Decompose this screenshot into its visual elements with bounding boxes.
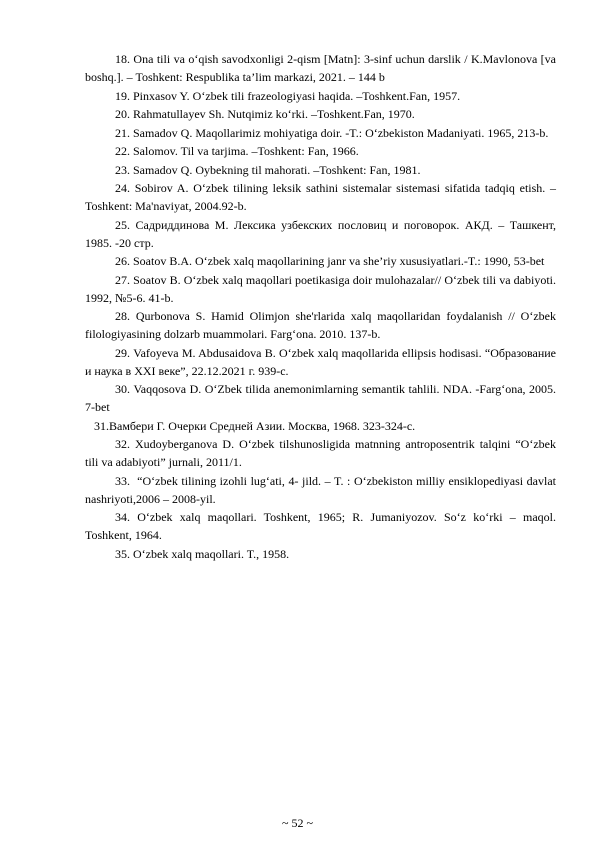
reference-item	[85, 124, 556, 142]
reference-number: 20.	[115, 107, 130, 121]
reference-text: Samadov Q. Maqollarimiz mohiyatiga doir. -T.: O‘zbekiston Madaniyati. 1965, 213-b.	[133, 125, 549, 140]
reference-item	[85, 435, 556, 471]
reference-number: 25.	[115, 217, 130, 232]
reference-item	[85, 87, 556, 105]
reference-item	[85, 307, 556, 343]
reference-number: 22.	[115, 144, 130, 158]
reference-item	[85, 142, 556, 160]
reference-item	[85, 380, 556, 416]
reference-item	[85, 252, 556, 270]
reference-item	[85, 105, 556, 123]
reference-number: 23.	[115, 162, 130, 177]
reference-item	[85, 344, 556, 380]
reference-number: 27.	[115, 272, 130, 287]
reference-number: 19.	[115, 88, 130, 103]
reference-text: Samadov Q. Oybekning til mahorati. –Toshkent: Fan, 1981.	[133, 162, 421, 177]
reference-number: 30.	[115, 382, 130, 396]
reference-text: Rahmatullayev Sh. Nutqimiz ko‘rki. –Toshkent.Fan, 1970.	[133, 107, 415, 121]
reference-item	[85, 161, 556, 179]
reference-number: 21.	[115, 125, 130, 140]
reference-number: 35.	[115, 546, 130, 561]
reference-text: O‘zbek xalq maqollari. Toshkent, 1965; R. Jumaniyozov. So‘z ko‘rki – maqol. Toshkent, 1964.	[85, 510, 556, 542]
reference-item	[85, 508, 556, 544]
reference-item	[85, 545, 556, 563]
reference-item	[85, 271, 556, 307]
reference-text: Pinxasov Y. O‘zbek tili frazeologiyasi haqida. –Toshkent.Fan, 1957.	[133, 88, 461, 103]
reference-number: 34.	[115, 510, 130, 524]
reference-text: Садриддинова М. Лексика узбекских пословиц и поговорок. АКД. – Ташкент, 1985. -20 стр.	[85, 217, 556, 250]
reference-text: “O‘zbek tilining izohli lug‘ati, 4- jild. – T. : O‘zbekiston milliy ensiklopediyasi davlat nashriyoti,2006 – 2008-yil.	[85, 473, 556, 506]
page-number: ~ 52 ~	[282, 816, 313, 830]
reference-number: 28.	[115, 309, 130, 323]
reference-text: Xudoyberganova D. O‘zbek tilshunosligida matnning antroposentrik talqini “O‘zbek tili va adabiyoti” jurnali, 2011/1.	[85, 437, 556, 469]
reference-text: Вамбери Г. Очерки Средней Азии. Москва, 1968. 323-324-с.	[109, 418, 416, 433]
reference-text: Ona tili va o‘qish savodxonligi 2-qism [Matn]: 3-sinf uchun darslik / K.Mavlonova [va boshq.]. – Toshkent: Respublika ta’lim markazi, 2021. – 144 b	[85, 52, 557, 84]
reference-text: Soatov B.A. O‘zbek xalq maqollarining janr va she’riy xususiyatlari.-T.: 1990, 53-bet	[133, 254, 545, 268]
reference-number: 29.	[115, 345, 130, 360]
reference-text: Vafoyeva M. Abdusaidova B. O‘zbek xalq maqollarida ellipsis hodisasi. “Образование и наука в XXI веке”, 22.12.2021 г. 939-с.	[85, 345, 556, 378]
reference-text: Qurbonova S. Hamid Olimjon she'rlarida xalq maqollaridan foydalanish // O‘zbek filologiyasining dolzarb muammolari. Farg‘ona. 2010. 137-b.	[85, 309, 557, 341]
reference-text: Salomov. Til va tarjima. –Toshkent: Fan, 1966.	[133, 144, 359, 158]
reference-number: 31.	[94, 418, 109, 433]
reference-number: 18.	[115, 52, 130, 66]
reference-item	[85, 472, 556, 508]
reference-item	[85, 417, 556, 435]
reference-number: 24.	[115, 181, 130, 195]
reference-number: 33.	[115, 473, 130, 488]
reference-text: Soatov B. O‘zbek xalq maqollari poetikasiga doir mulohazalar// O‘zbek tili va dabiyoti. 1992, №5-6. 41-b.	[85, 272, 556, 305]
reference-item	[85, 50, 556, 86]
reference-list	[85, 50, 556, 563]
reference-item	[85, 179, 556, 215]
reference-item	[85, 216, 556, 252]
reference-text: Sobirov A. O‘zbek tilining leksik sathini sistemalar sistemasi sifatida tadqiq etish. –Toshkent: Ma'naviyat, 2004.92-b.	[85, 181, 557, 213]
reference-text: O‘zbek xalq maqollari. T., 1958.	[133, 546, 290, 561]
reference-text: Vaqqosova D. O‘Zbek tilida anemonimlarning semantik tahlili. NDA. -Farg‘ona, 2005. 7-bet	[85, 382, 556, 414]
reference-number: 32.	[115, 437, 130, 451]
reference-number: 26.	[115, 254, 130, 268]
